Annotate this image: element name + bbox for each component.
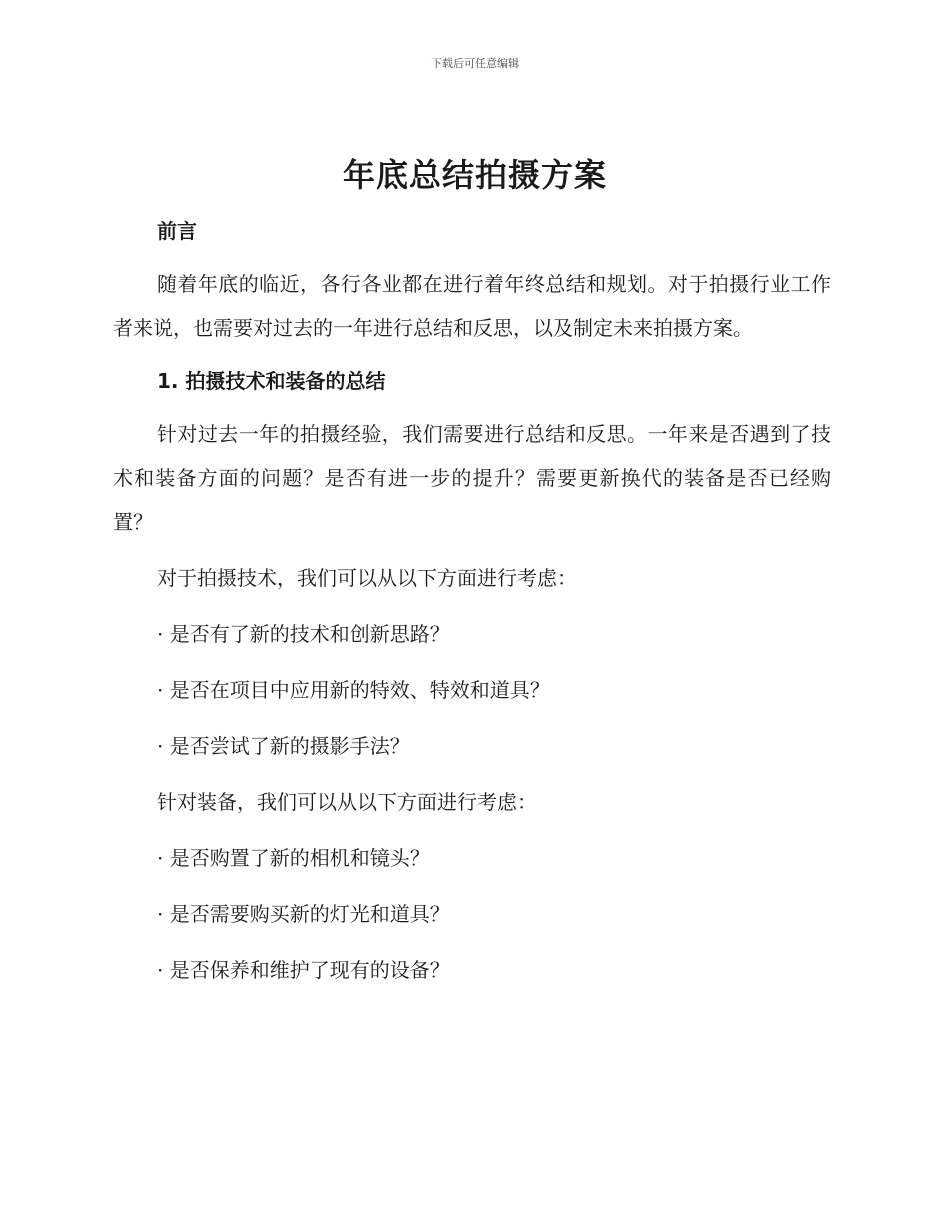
list-item: · 是否尝试了新的摄影手法？ bbox=[157, 734, 410, 758]
header-note: 下载后可任意编辑 bbox=[431, 57, 519, 70]
document-title: 年底总结拍摄方案 bbox=[342, 156, 607, 194]
section1-intro-paragraph: 针对过去一年的拍摄经验，我们需要进行总结和反思。一年来是否遇到了技术和装备方面的问题？是否有进一步的提升？需要更新换代的装备是否已经购置？ bbox=[113, 422, 831, 534]
list-item: · 是否有了新的技术和创新思路？ bbox=[157, 622, 450, 646]
tech-lead-text: 对于拍摄技术，我们可以从以下方面进行考虑： bbox=[157, 566, 577, 590]
list-item: · 是否需要购买新的灯光和道具？ bbox=[157, 902, 450, 926]
preface-heading: 前言 bbox=[157, 219, 197, 243]
section1-heading: 1. 拍摄技术和装备的总结 bbox=[157, 369, 386, 393]
list-item: · 是否在项目中应用新的特效、特效和道具？ bbox=[157, 678, 550, 702]
list-item: · 是否保养和维护了现有的设备？ bbox=[157, 958, 450, 982]
list-item: · 是否购置了新的相机和镜头？ bbox=[157, 846, 430, 870]
document-body bbox=[113, 200, 831, 992]
equip-lead-text: 针对装备，我们可以从以下方面进行考虑： bbox=[157, 790, 537, 814]
preface-paragraph: 随着年底的临近，各行各业都在进行着年终总结和规划。对于拍摄行业工作者来说，也需要对过去的一年进行总结和反思，以及制定未来拍摄方案。 bbox=[113, 272, 831, 340]
